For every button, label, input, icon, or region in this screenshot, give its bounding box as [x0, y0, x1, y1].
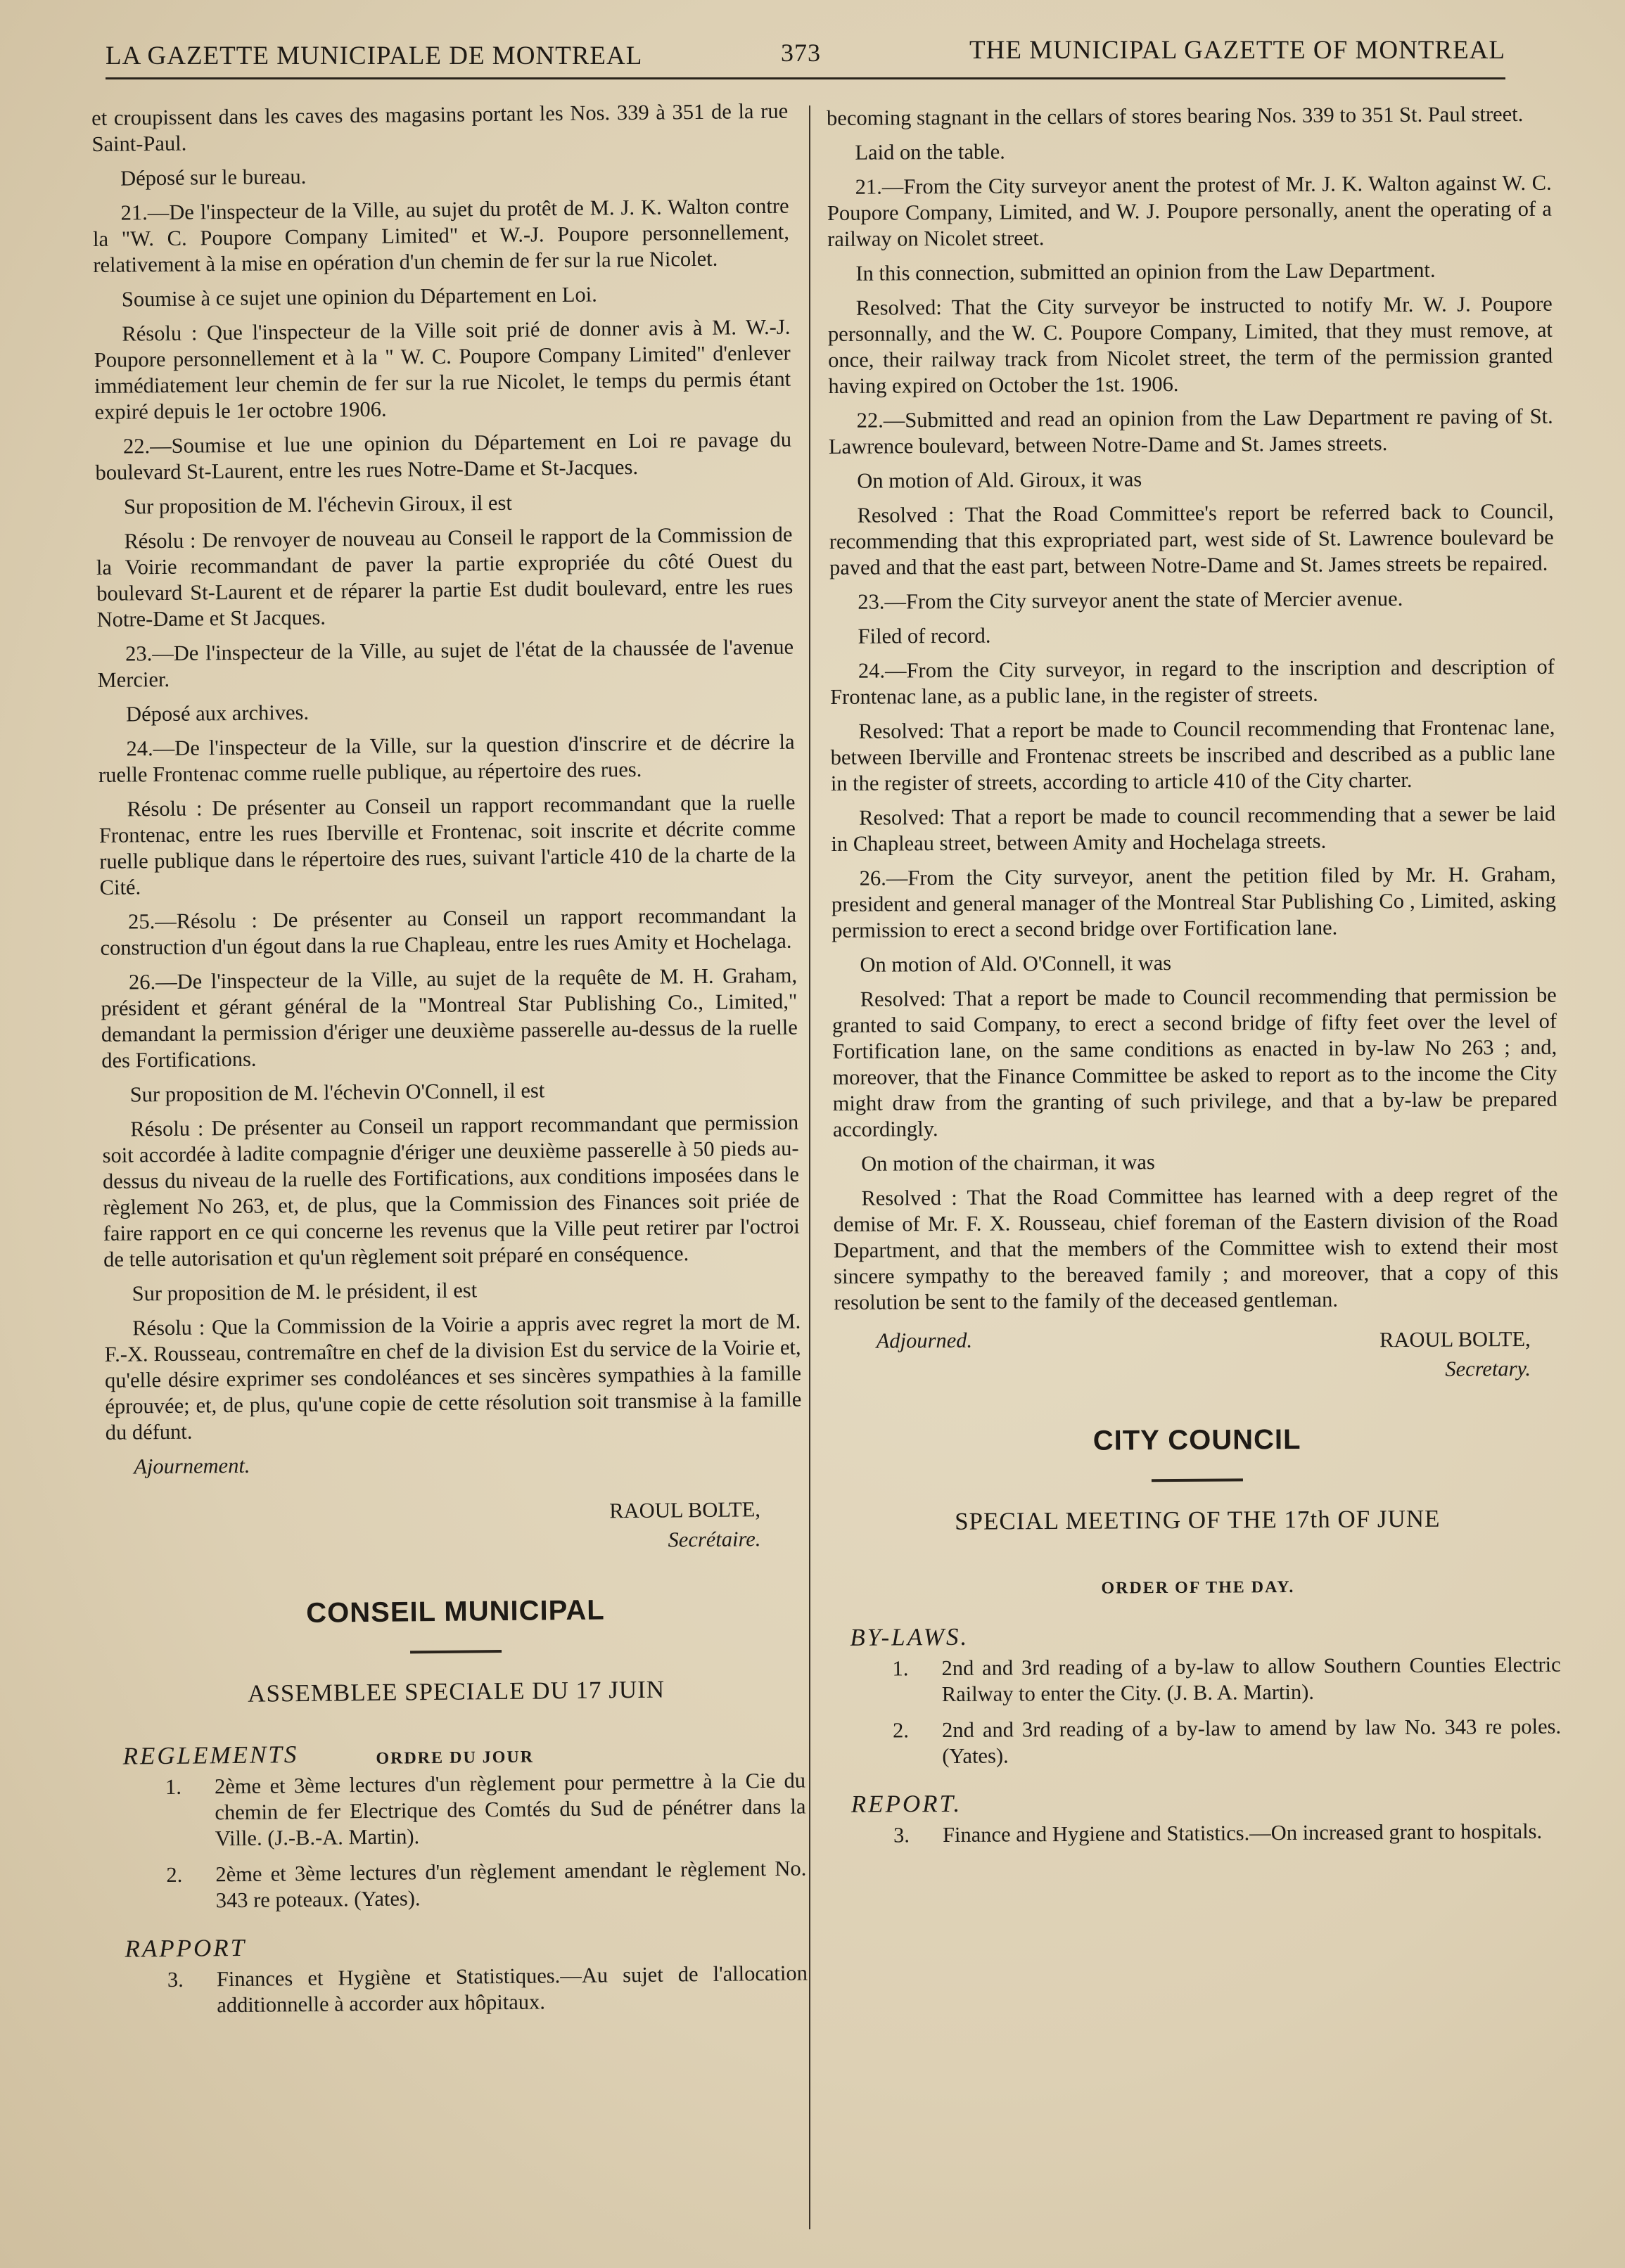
order-title: ORDRE DU JOUR: [376, 1748, 535, 1768]
paragraph: 22.—Submitted and read an opinion from the Law Department re paving of St. Lawrence boulevard, between Notre-Dame and St. James streets.: [828, 404, 1553, 459]
paragraph: Déposé aux archives.: [125, 700, 310, 726]
paragraph: Résolu : Que la Commission de la Voirie a appris avec regret la mort de M. F.-X. Rousseau, contremaître en chef de la division Est du service de la Voirie et, qu'elle désire exprimer ses condoléances et ses sincères sympathies à la famille éprouvée; et, de plus, qu'une copie de cette résolution soit transmise à la famille du défunt.: [104, 1309, 802, 1444]
item-text: Finances et Hygiène et Statistiques.—Au sujet de l'allocation additionnelle à accorder aux hôpitaux.: [216, 1961, 808, 2018]
paragraph: Resolved : That the Road Committee has learned with a deep regret of the demise of Mr. F. X. Rousseau, chief foreman of the Eastern division of the Road Department, and that the members of the Committee wish to extend their most sincere sympathy to the bereaved family ; and moreover, that a copy of this resolution be sent to the family of the deceased gentleman.: [833, 1181, 1559, 1314]
paragraph: Sur proposition de M. l'échevin Giroux, il est: [123, 490, 513, 519]
paragraph: 21.—From the City surveyor anent the protest of Mr. J. K. Walton against W. C. Poupore Company, Limited, and W. J. Poupore personally, anent the operating of a railway on Nicolet street.: [827, 170, 1553, 251]
paragraph: 26.—De l'inspecteur de la Ville, au sujet de la requête de M. H. Graham, président et gérant général de la "Montreal Star Publishing Co., Limited," demandant la permission d'ériger une deuxième passerelle au-dessus de la ruelle des Fortifications.: [101, 963, 798, 1072]
item-number: 3.: [893, 1823, 910, 1847]
paragraph: On motion of Ald. Giroux, it was: [857, 467, 1142, 493]
signature-name: RAOUL BOLTE,: [609, 1497, 761, 1523]
list-item: [167, 1960, 808, 2019]
paragraph: Déposé sur le bureau.: [120, 164, 307, 191]
column-divider: [809, 105, 810, 2229]
paragraph: et croupissent dans les caves des magasins portant les Nos. 339 à 351 de la rue Saint-Paul.: [91, 98, 789, 156]
item-number: 1.: [165, 1774, 182, 1800]
paragraph: On motion of the chairman, it was: [861, 1150, 1155, 1176]
reports-list: [111, 1960, 808, 2019]
paragraph: In this connection, submitted an opinion from the Law Department.: [855, 257, 1436, 286]
french-column: [91, 98, 808, 2030]
item-number: 2.: [166, 1862, 183, 1888]
signature-title: Secrétaire.: [668, 1527, 761, 1552]
list-item: [892, 1652, 1560, 1708]
list-item: [165, 1768, 806, 1853]
reports-list: [837, 1819, 1562, 1849]
divider: [410, 1650, 502, 1653]
paragraph: becoming stagnant in the cellars of stores bearing Nos. 339 to 351 St. Paul street.: [827, 101, 1524, 130]
item-text: Finance and Hygiene and Statistics.—On increased grant to hospitals.: [942, 1819, 1543, 1847]
paragraph: 25.—Résolu : De présenter au Conseil un rapport recommandant la construction d'un égout dans la rue Chapleau, entre les rues Amity et Hochelaga.: [100, 902, 797, 960]
item-text: 2nd and 3rd reading of a by-law to amend by law No. 343 re poles. (Yates).: [942, 1714, 1562, 1769]
paragraph: Soumise à ce sujet une opinion du Département en Loi.: [121, 282, 597, 312]
paragraph: 21.—De l'inspecteur de la Ville, au sujet du protêt de M. J. K. Walton contre la "W. C. Poupore Company Limited" et W.-J. Poupore personnellement, relativement à la mise en opération d'un chemin de fer sur la rue Nicolet.: [92, 193, 790, 277]
header-rule: [106, 77, 1505, 79]
divider: [1152, 1478, 1243, 1482]
paragraph: Résolu : De présenter au Conseil un rapport recommandant que la ruelle Frontenac, entre les rues Iberville et Frontenac, soit inscrite et décrite comme ruelle publique dans le répertoire des rues, suivant l'article 410 de la charte de la Cité.: [98, 790, 796, 899]
item-text: 2ème et 3ème lectures d'un règlement pour permettre à la Cie du chemin de fer Electrique des Comtés du Sud de pénétrer dans la Ville. (J.-B.-A. Martin).: [214, 1768, 806, 1851]
adjournment: Ajournement.: [134, 1453, 250, 1479]
paragraph: Résolu : De renvoyer de nouveau au Conseil le rapport de la Commission de la Voirie recommandant de paver la partie expropriée du côté Ouest du boulevard St-Laurent et de réparer la partie Est dudit boulevard, entre les rues Notre-Dame et St Jacques.: [96, 522, 794, 632]
header-french-title: LA GAZETTE MUNICIPALE DE MONTREAL: [106, 41, 643, 70]
paragraph: 23.—From the City surveyor anent the state of Mercier avenue.: [858, 587, 1403, 614]
paragraph: Sur proposition de M. le président, il est: [132, 1278, 478, 1306]
signature-block: [106, 1494, 761, 1561]
signature-title: Secretary.: [1445, 1356, 1531, 1381]
paragraph: Resolved: That a report be made to council recommending that a sewer be laid in Chapleau street, between Amity and Hochelaga streets.: [831, 801, 1556, 856]
paragraph: Resolved: That a report be made to Council recommending that permission be granted to said Company, to erect a second bridge of fifty feet over the level of Fortification lane, on the same conditions as enacted in by-law No 263 ; and, moreover, that the Finance Committee be asked to report as to the income the City might draw from the granting of such privilege, and that a by-law be prepared accordingly.: [831, 982, 1557, 1141]
paragraph: 26.—From the City surveyor, anent the petition filed by Mr. H. Graham, president and general manager of the Montreal Star Publishing Co , Limited, asking permission to erect a second bridge over Fortification lane.: [831, 861, 1557, 942]
english-column: [827, 101, 1562, 1859]
paragraph: 22.—Soumise et lue une opinion du Département en Loi re pavage du boulevard St-Laurent, entre les rues Notre-Dame et St-Jacques.: [95, 427, 792, 485]
paragraph: On motion of Ald. O'Connell, it was: [860, 951, 1172, 977]
report-heading: REPORT.: [850, 1789, 962, 1818]
paragraph: Sur proposition de M. l'échevin O'Connell, il est: [129, 1078, 545, 1107]
item-text: 2ème et 3ème lectures d'un règlement amendant le règlement No. 343 re poteaux. (Yates).: [215, 1856, 807, 1913]
paragraph: 23.—De l'inspecteur de la Ville, au sujet de l'état de la chaussée de l'avenue Mercier.: [97, 634, 794, 692]
header-english-title: THE MUNICIPAL GAZETTE OF MONTREAL: [969, 36, 1505, 65]
section-title: CONSEIL MUNICIPAL: [306, 1594, 605, 1629]
paragraph: Laid on the table.: [855, 139, 1005, 165]
paragraph: Résolu : Que l'inspecteur de la Ville soit prié de donner avis à M. W.-J. Poupore personnellement et à la " W. C. Poupore Company Limited" d'enlever immédiatement leur chemin de fer sur la rue Nicolet, le temps du permis étant expiré depuis le 1er octobre 1906.: [94, 314, 791, 424]
adjournment: Adjourned.: [876, 1328, 973, 1353]
page-header: [106, 36, 1505, 83]
page-number: 373: [781, 39, 821, 67]
adjournment-row: [855, 1324, 1531, 1388]
paragraph: Résolu : De présenter au Conseil un rapport recommandant que permission soit accordée à ladite compagnie d'ériger une deuxième passerelle à 50 pieds au-dessus du niveau de la ruelle des Fortifications, aux conditions imposées dans le règlement No 263, et, de plus, que la Commission des Finances soit priée de faire rapport en ce qui concerne les revenus que la Ville peut retirer par l'octroi de telle autorisation et qu'un règlement soit préparé en conséquence.: [102, 1110, 800, 1271]
item-number: 1.: [892, 1656, 909, 1681]
signature-block: [1379, 1324, 1531, 1384]
paragraph: 24.—De l'inspecteur de la Ville, sur la question d'inscrire et de décrire la ruelle Frontenac comme ruelle publique, au répertoire des rues.: [98, 729, 795, 787]
item-number: 2.: [893, 1718, 910, 1743]
paragraph: Resolved: That a report be made to Council recommending that Frontenac lane, between Iberville and Frontenac streets be inscribed and described as a public lane in the register of streets, according to article 410 of the City charter.: [830, 715, 1555, 795]
paragraph: Resolved: That the City surveyor be instructed to notify Mr. W. J. Poupore personnally, and the W. C. Poupore Company, Limited, that they must remove, at once, their railway track from Nicolet street, the term of the permission granted having expired on October the 1st. 1906.: [827, 291, 1553, 398]
signature-name: RAOUL BOLTE,: [1379, 1326, 1531, 1352]
bylaws-heading: REGLEMENTS: [122, 1741, 299, 1770]
paragraph: Filed of record.: [858, 623, 991, 648]
paragraph: Resolved : That the Road Committee's report be referred back to Council, recommending that this expropriated part, west side of St. Lawrence boulevard be paved and that the east part, between Notre-Dame and St. James streets be repaired.: [829, 499, 1554, 579]
order-title: ORDER OF THE DAY.: [1101, 1577, 1295, 1598]
report-heading: RAPPORT: [125, 1933, 247, 1963]
bylaws-heading: BY-LAWS.: [850, 1622, 969, 1651]
paragraph: 24.—From the City surveyor, in regard to the inscription and description of Frontenac lane, as a public lane, in the register of streets.: [830, 654, 1555, 709]
list-item: [166, 1855, 807, 1914]
section-title: CITY COUNCIL: [1092, 1423, 1301, 1456]
list-item: [893, 1714, 1561, 1770]
item-number: 3.: [167, 1967, 184, 1992]
bylaws-list: [836, 1652, 1561, 1770]
bylaws-list: [109, 1768, 807, 1915]
meeting-title: ASSEMBLEE SPECIALE DU 17 JUIN: [247, 1675, 665, 1708]
list-item: [893, 1819, 1562, 1849]
meeting-title: SPECIAL MEETING OF THE 17th OF JUNE: [955, 1504, 1441, 1535]
item-text: 2nd and 3rd reading of a by-law to allow Southern Counties Electric Railway to enter the City. (J. B. A. Martin).: [941, 1652, 1561, 1707]
